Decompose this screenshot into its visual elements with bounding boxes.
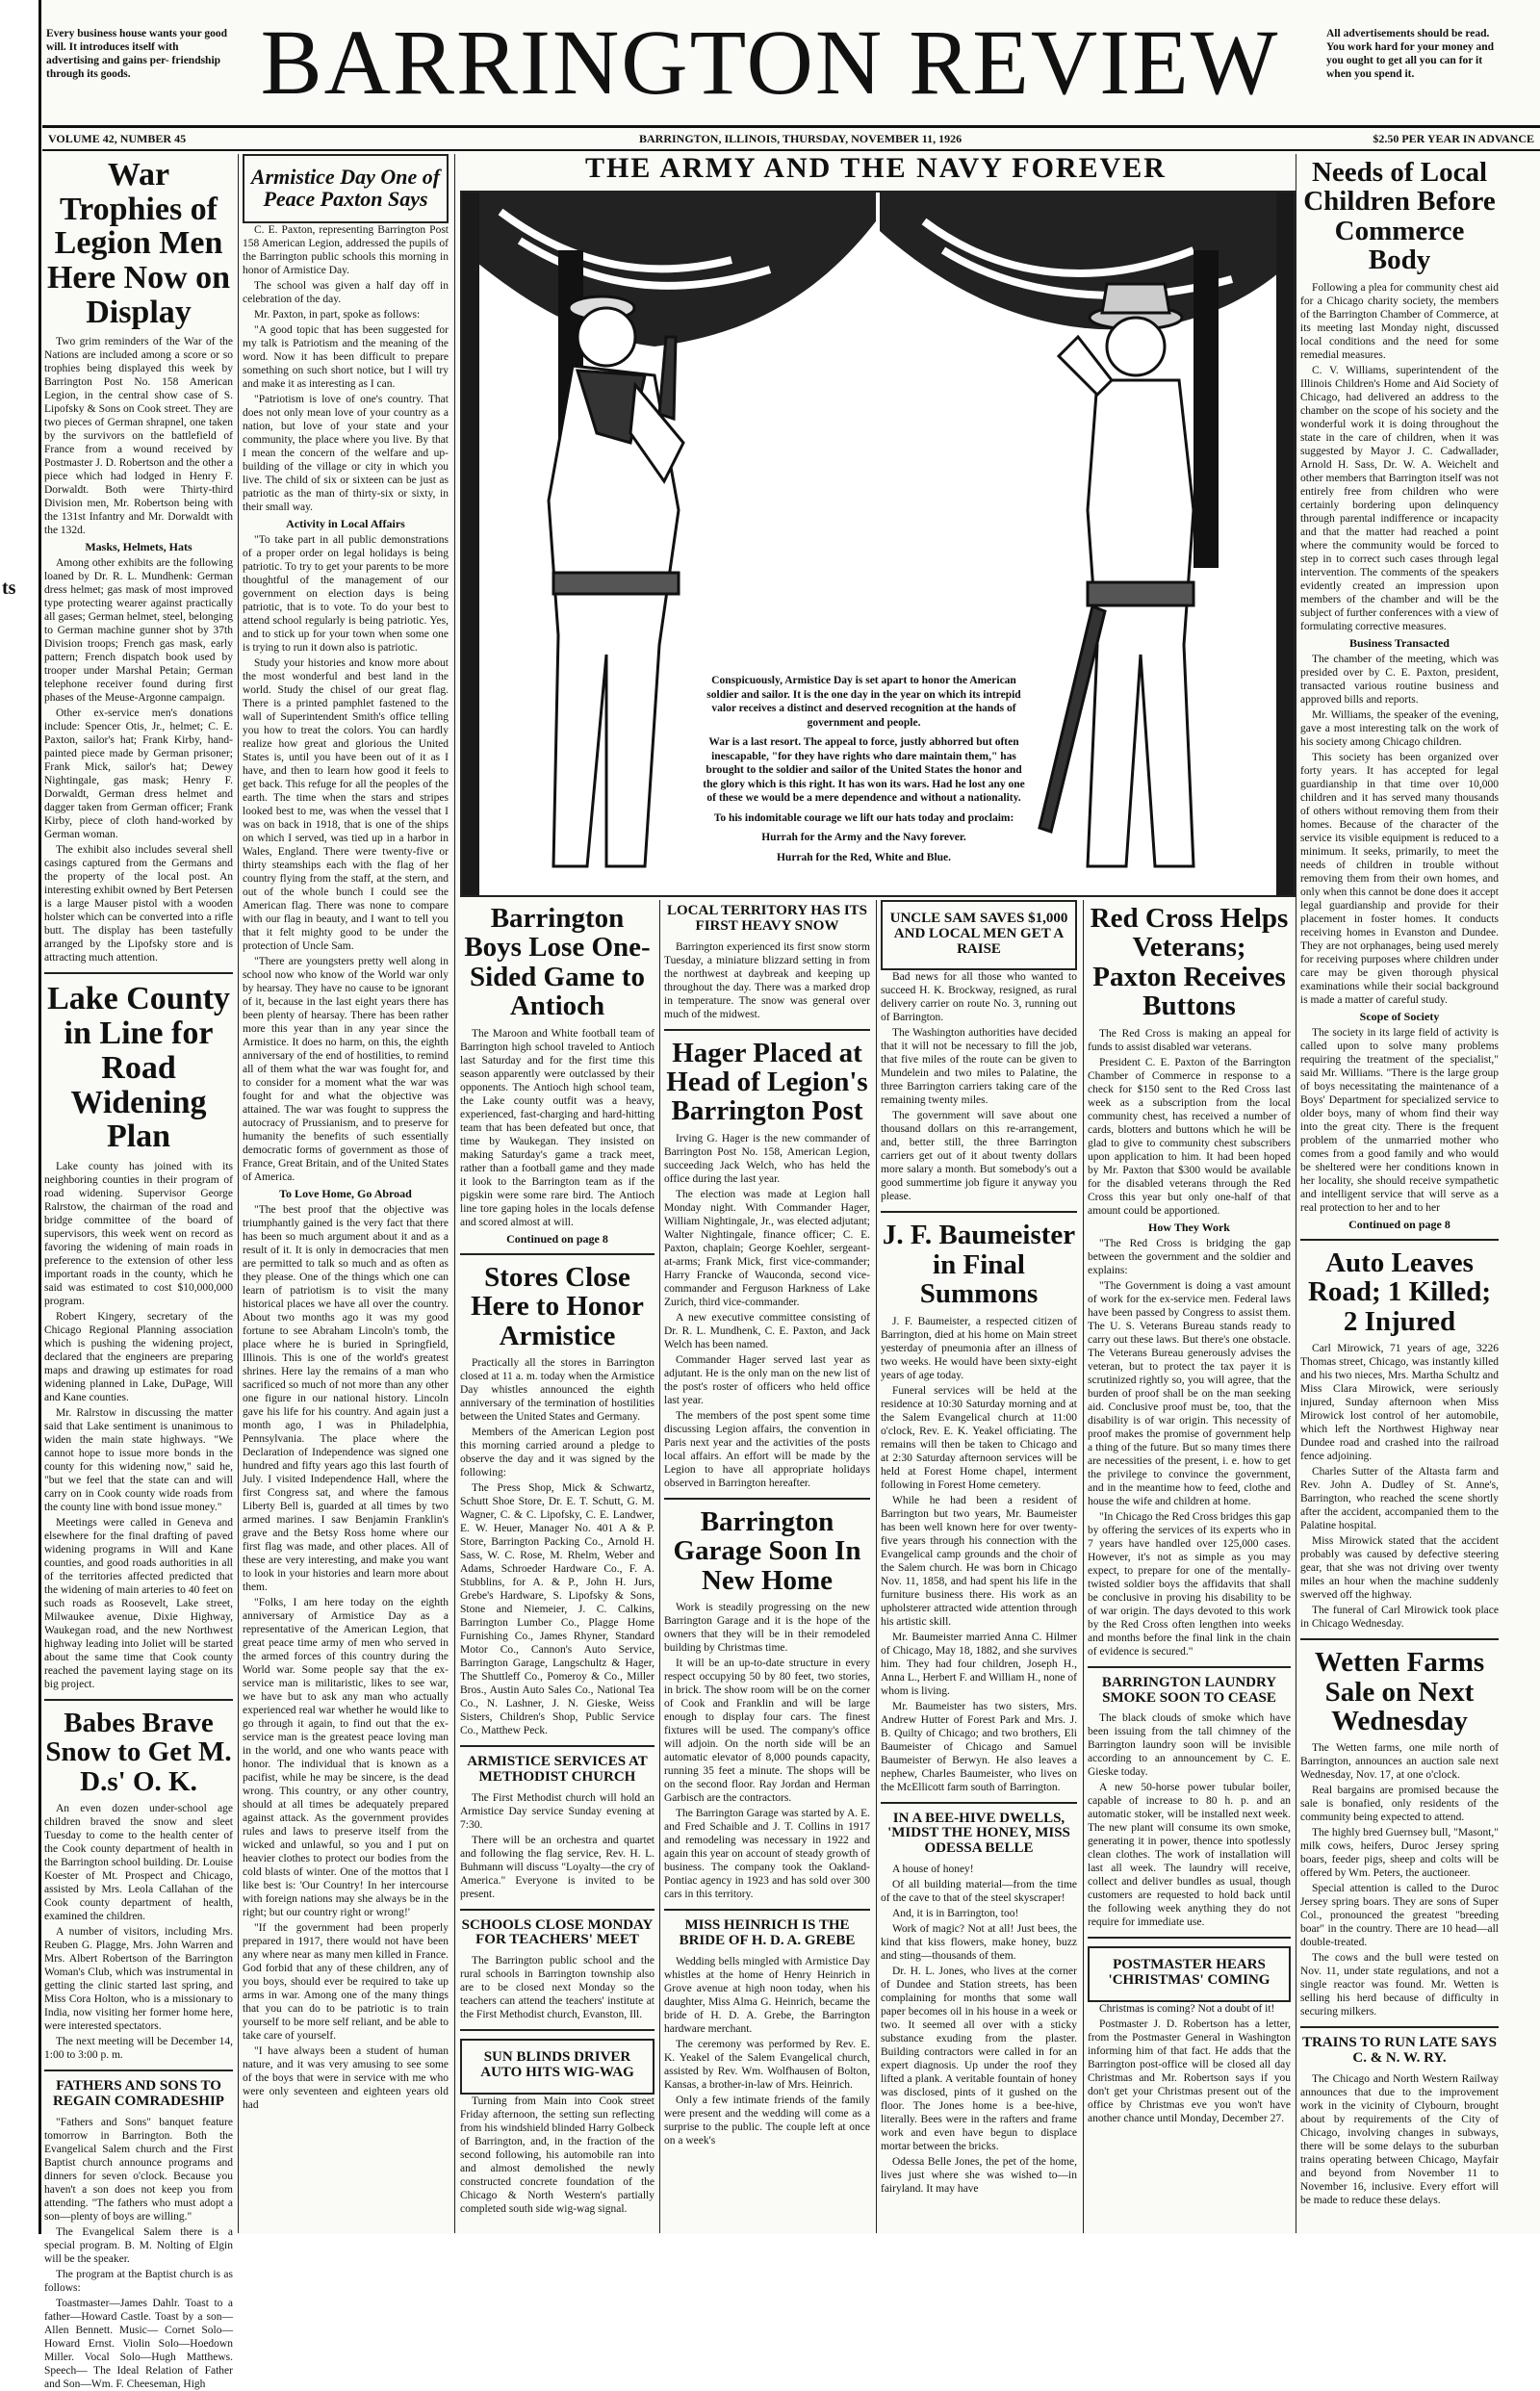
article-paragraph: Of all building material—from the time of the cave to that of the steel skyscraper!: [881, 1878, 1077, 1904]
article-paragraph: Special attention is called to the Duroc Jersey spring boars. They are sons of Super Col., pronounced the greatest "breeding boar" in the country. There are 10 head—all double-treated.: [1300, 1883, 1499, 1949]
column-rule: [1083, 900, 1084, 2233]
article-paragraph: Toastmaster—James Dahlr. Toast to a father—Howard Castle. Toast by a son—Allen Bennett. Music— Cornet Solo—Howard Ernst. Violin Solo—Hoedown Miller. Vocal Solo—Hugh Matthews. Speech— The Ideal Relation of Father and Son—Wm. F. Cheeseman, High: [44, 2297, 233, 2390]
article-paragraph: Following a plea for community chest aid for a Chicago charity society, the members of the Barrington Chamber of Commerce, at its meeting last Monday night, discussed local conditions and the need for some remedial measures.: [1300, 281, 1499, 361]
article-paragraph: The school was given a half day off in celebration of the day.: [243, 280, 449, 306]
caption-paragraph: Hurrah for the Army and the Navy forever.: [761, 832, 966, 843]
headline-baumeister: J. F. Baumeister in Final Summons: [882, 1220, 1076, 1310]
headline-lake-county: Lake County in Line for Road Widening Plan: [47, 981, 230, 1155]
ear-left: Every business house wants your good will. It introduces itself with advertising and gains per- friendship through its goods.: [46, 28, 227, 80]
caption-paragraph: War is a last resort. The appeal to force, justly abhorred but often inescapable, "for they have rights who dare maintain them," has brought to the soldier and sailor of the United States the honor and the glory which is this right. It has won its wars. Had he lost any one of these we would be a mere dependence and without a nationality.: [703, 736, 1025, 804]
article-paragraph: The Press Shop, Mick & Schwartz, Schutt Shoe Store, Dr. E. T. Schutt, G. M. Wagner, C. & C. Lipofsky, C. E. Landwer, E. W. Heuer, Manager No. 401 A & P. Store, Barrington Packing Co., Arnold H. Sass, W. C. Rose, M. Rhelm, Weber and Adams, Schroeder Hardware Co., F. A. Stubblins, for A. & P., John H. Jurs, Grebe's Hardware, S. Lipofsky & Sons, Stone and Niemeier, J. C. Calkins, Barrington Lumber Co., Plagge Home Furnishing Co., James Rhyner, Standard Motor Co., Cannon's Auto Service, Barrington Garage, Langschultz & Hager, The Shuttleff Co., Pomeroy & Co., Miller Bros., Austin Auto Sales Co., National Tea Co., N. Lashner, J. N. Gieske, Weiss Sisters, Children's Shop, Public Service Co., Matthew Peck.: [460, 1482, 654, 1737]
article-paragraph: The ceremony was performed by Rev. E. K. Yeakel of the Salem Evangelical church, assisted by Rev. Wm. Wolfhausen of Bolton, Kansas, a brother-in-law of Mrs. Heinrich.: [664, 2038, 870, 2091]
article-paragraph: Odessa Belle Jones, the pet of the home, lives just where she was wished to—in fairyland. It may have: [881, 2155, 1077, 2195]
article-paragraph: The election was made at Legion hall Monday night. With Commander Hager, William Nightingale, Jr., was elected adjutant; Walter Nightingale, finance officer; C. E. Paxton, chaplain; George Koehler, sergeant-at-arms; Frank Mick, first vice-commander; Harry Francke of Wauconda, second vice-commander and Ferguson Harkness of Lake Zurich, third vice-commander.: [664, 1188, 870, 1308]
article-paragraph: While he had been a resident of Barrington but two years, Mr. Baumeister has been well known here for over twenty-five years through his connection with the Evangelical camp grounds and the choir of the Salem church. He was born in Chicago Nov. 11, 1858, and had spent his life in the furniture business there. His work as an upholsterer attracted wide attention through his artistic skill.: [881, 1494, 1077, 1628]
article-paragraph: The Washington authorities have decided that it will not be necessary to fill the job, that five miles of the route can be given to Mundelein and two miles to Palatine, the three Barrington carriers taking care of the remaining twenty miles.: [881, 1027, 1077, 1107]
article-paragraph: Mr. Williams, the speaker of the evening, gave a most interesting talk on the work of his society among Chicago children.: [1300, 708, 1499, 748]
separator: [664, 1498, 870, 1500]
price: $2.50 PER YEAR IN ADVANCE: [1373, 132, 1534, 145]
separator: [44, 2070, 233, 2071]
article-paragraph: The society in its large field of activity is called upon to solve many problems requiring the treatment of the specialist," said Mr. Williams. "There is the large group of boys necessitating the maintenance of a Boys' Department for specialized service to older boys, many of whom find their way into the great city. There is the frequent problem of the unmarried mother who comes from a good family and who would be sheltered were her conditions known in her locality, she should receive sympathetic and intelligent service that will serve as a real protection to her and to her: [1300, 1026, 1499, 1214]
separator: [44, 972, 233, 974]
subhead: How They Work: [1148, 1220, 1230, 1234]
separator: [1300, 2026, 1499, 2028]
headline-babes-brave-snow: Babes Brave Snow to Get M. D.s' O. K.: [45, 1707, 232, 1797]
continued-note: Continued on page 8: [1348, 1217, 1450, 1231]
article-paragraph: Meetings were called in Geneva and elsewhere for the final drafting of paved widening programs in Will and Kane counties, and good roads authorities in all of the territories affected predicted that the widening of main arteries to 40 feet on such roads as Roosevelt, Lake street, Milwaukee avenue, Dixie Highway, Waukegan road, and the new Northwest highway leading into Joliet will be started about the same time that Cook county reached the pavement laying stage on its big project.: [44, 1516, 233, 1690]
article-paragraph: "Fathers and Sons" banquet feature tomorrow in Barrington. Both the Evangelical Salem church and the First Baptist church announce programs and dinners for seven o'clock. Because you haven't a son does not keep you from attending. "The fathers who must adopt a son—plenty of boys are willing.": [44, 2116, 233, 2223]
article-paragraph: Dr. H. L. Jones, who lives at the corner of Dundee and Station streets, has been complaining for months that some wall paper becomes oil in his house in a week or two. It seemed all over with a sticky substance exuding from the plaster. Building contractors were called in for an expert diagnosis. Up under the roof they lifted a plank. A veritable fountain of honey was disclosed, pints of it gushed on the floor. The Jones home is a bee-hive, literally. Bees were in the rafters and frame work and even have begun to displace mortar between the bricks.: [881, 1965, 1077, 2152]
article-paragraph: "There are youngsters pretty well along in school now who know of the World war only by hearsay. They have no cause to be ignorant of it, because in the last eight years there has been plenty of hearsay. There has been rather more this year than in any year since the Armistice. It does no harm, on this, the eighth anniversary of the end of hostilities, to remind all of them what the war was fought for, and to consider for a moment what the war was fought for and what the objective was attained. The war was fought to suppress the autocracy of Prussianism, and to preserve for humanity the benefits of such essentially democratic forms of government as those of France, Great Britain, and of the United States of America.: [243, 956, 449, 1184]
column-rule: [454, 154, 455, 2233]
column-rule: [659, 900, 660, 2233]
article-paragraph: Among other exhibits are the following loaned by Dr. R. L. Mundhenk: German dress helmet; gas mask of most improved type protecting wearer against practically all gases; German helmet, steel, belonging to German machine gunner shot by 37th Division troops; French gas mask, early pattern; French dispatch book used by trooper under Marshal Petain; German telephone receiver found during first phases of the Meuse-Argonne campaign.: [44, 557, 233, 705]
article-paragraph: The chamber of the meeting, which was presided over by C. E. Paxton, president, transacted various routine business and approved bills and reports.: [1300, 653, 1499, 706]
column-3: [460, 900, 654, 2228]
article-paragraph: "A good topic that has been suggested for my talk is Patriotism and the meaning of the word. Now it has been difficult to prepare something on such short notice, but I will try and make it as interesting as I can.: [243, 324, 449, 391]
article-paragraph: The highly bred Guernsey bull, "Masont," milk cows, heifers, Duroc Jersey spring boars, feeder pigs, sheep and colts will be offered by Wm. Peters, the auctioneer.: [1300, 1827, 1499, 1880]
article-paragraph: "The Red Cross is bridging the gap between the government and the soldier and explains:: [1088, 1237, 1291, 1276]
article-paragraph: Work of magic? Not at all! Just bees, the kind that kiss flowers, make honey, buzz and sting—thousands of them.: [881, 1922, 1077, 1962]
article-paragraph: "Folks, I am here today on the eighth anniversary of Armistice Day as a representative of the American Legion, that great peace time army of men who served in the armed forces of this country during the World war. Some people say that the ex-service man is militaristic, likes to see war, we have but to ask any man who actually experienced real war whether he would like to go through it again, to find out that the ex-service man is the greatest peace loving man in the world, and one who wants peace with honor. The individual that is known as a pacifist, while he may be sincere, is the dead wrong. This country, or any other country, should at all times be adequately prepared against attack. As the government provides rules and laws to preserve itself from the wicked and unlawful, so you and I put on heavier clothes to protect our bodies from the cold blasts of winter. One of the mottos that I like best is: 'Our Country! In her intercourse with foreign nations may she always be in the right; but our country right or wrong!': [243, 1597, 449, 1919]
article-paragraph: Turning from Main into Cook street Friday afternoon, the setting sun reflecting from his windshield blinded Harry Golbeck of Barrington, and, in the fraction of the second following, his automobile ran into and almost demolished the newly constructed concrete foundation of the Chicago & North Western's partially completed south side wig-wag signal.: [460, 2095, 654, 2215]
article-paragraph: The exhibit also includes several shell casings captured from the Germans and the property of the local post. An interesting exhibit owned by Bert Petersen is a large Mauser pistol with a wooden holster which can be converted into a rifle butt. The display has been tastefully arranged by the Lipofsky store and is attracting much attention.: [44, 844, 233, 964]
article-paragraph: Carl Mirowick, 71 years of age, 3226 Thomas street, Chicago, was instantly killed and his two nieces, Mrs. Martha Schultz and Miss Clara Mirowick, were seriously injured, Sunday afternoon when Miss Mirowick lost control of her automobile, which left the Northwest Highway near Dundee road and crashed into the railroad fence adjoining.: [1300, 1343, 1499, 1463]
article-paragraph: C. V. Williams, superintendent of the Illinois Children's Home and Aid Society of Chicago, had delivered an address to the chamber on the scope of his society and the wonderful work it is doing throughout the state in the care of children, when it was suggested by Mayor J. C. Cadwallader, Arnold H. Sass, Dr. W. A. Weichelt and other members that Barrington itself was not entirely free from children who were certainly bordering upon delinquency through parental indifference or incapacity and that the matter had reached a point where the community would be forced to step in to correct such cases through legal intervention. The comments of the speakers evidently created an impression upon members of the chamber and will be the subject of further conferences with a view of formulating corrective measures.: [1300, 364, 1499, 632]
article-paragraph: A new 50-horse power tubular boiler, capable of increase to 80 h. p. and an automatic stoker, will be installed next week. The new plant will consume its own smoke, generating it in power, thence into spotlessly clean clothes. The work of installation will last all week. The laundry will receive, collect and deliver bundles as usual, though customers are requested to hold back until the following week anything they do not require for immediate use.: [1088, 1782, 1291, 1929]
separator: [1300, 1638, 1499, 1640]
separator: [881, 1802, 1077, 1804]
subhead: Business Transacted: [1349, 635, 1450, 650]
article-paragraph: Barrington experienced its first snow storm Tuesday, a miniature blizzard setting in from the northwest at daybreak and keeping up throughout the day. There was a marked drop in temperature. The snow was general over much of the midwest.: [664, 940, 870, 1020]
masthead-title: BARRINGTON REVIEW: [260, 11, 1280, 114]
article-paragraph: An even dozen under-school age children braved the snow and sleet Tuesday to come to the health center of the Cook county department of health in the Barrington school building. Dr. Louise Koester of Mt. Prospect and Chicago, assisted by Mrs. Leola Callahan of the Cook county department of health, examined the children.: [44, 1803, 233, 1923]
headline-armistice-services: ARMISTICE SERVICES AT METHODIST CHURCH: [467, 1754, 648, 1785]
article-paragraph: A new executive committee consisting of Dr. R. L. Mundhenk, C. E. Paxton, and Jack Welch has been named.: [664, 1311, 870, 1350]
dateline-bar: [42, 125, 1540, 151]
headline-schools-close: SCHOOLS CLOSE MONDAY FOR TEACHERS' MEET: [461, 1916, 654, 1948]
headline-stores-close: Stores Close Here to Honor Armistice: [471, 1261, 644, 1351]
article-paragraph: Robert Kingery, secretary of the Chicago Regional Planning association which is pushing the widening project, declared that the engineers are preparing maps and drawing up estimates for road widening planned in Lake, DuPage, Will and Kane counties.: [44, 1310, 233, 1403]
article-paragraph: The members of the post spent some time discussing Legion affairs, the convention in Paris next year and the activities of the posts local affairs. An effort will be made by the Legion to have all appropriate holidays observed in Barrington hereafter.: [664, 1409, 870, 1489]
headline-barrington-boys: Barrington Boys Lose One-Sided Game to Antioch: [464, 903, 651, 1022]
column-5: [881, 900, 1077, 2228]
column-4: [664, 900, 870, 2228]
article-paragraph: Postmaster J. D. Robertson has a letter, from the Postmaster General in Washington informing him of that fact. He adds that the Barrington post-office will be closed all day Christmas and Mr. Robertson says if you don't get your Christmas present out of the office by Christmas eve you won't have another chance until Monday, December 27.: [1088, 2018, 1291, 2124]
headline-box: [1088, 1946, 1291, 2002]
headline-laundry-smoke: BARRINGTON LAUNDRY SMOKE SOON TO CEASE: [1101, 1674, 1277, 1706]
article-paragraph: "To take part in all public demonstrations of a proper order on legal holidays is being patriotic. To try to get your parents to be more thoughtful of the management of our government on election days is being patriotic, that is to vote. To do your best to attend school regularly is being patriotic. Yes, and to stick up for your town when some one is trying to run it down also is patriotic.: [243, 534, 449, 655]
article-paragraph: Charles Sutter of the Altasta farm and Rev. John A. Dudley of St. Anne's, Barrington, who reached the scene shortly after the accident, accompanied them to the Palatine hospital.: [1300, 1466, 1499, 1532]
illustration-caption: [698, 674, 1030, 870]
article-paragraph: Commander Hager served last year as adjutant. He is the only man on the new list of the post's roster of officers who held office last year.: [664, 1353, 870, 1406]
caption-paragraph: To his indomitable courage we lift our hats today and proclaim:: [713, 811, 1014, 824]
caption-paragraph: Conspicuously, Armistice Day is set apart to honor the American soldier and sailor. It is the one day in the year on which its intrepid valor receives a distinct and deserved recognition at the hands of government and people.: [706, 675, 1021, 729]
headline-fathers-and-sons: FATHERS AND SONS TO REGAIN COMRADESHIP: [53, 2078, 224, 2109]
separator: [460, 2029, 654, 2031]
article-paragraph: The Red Cross is making an appeal for funds to assist disabled war veterans.: [1088, 1027, 1291, 1053]
article-paragraph: The Maroon and White football team of Barrington high school traveled to Antioch last Saturday and for the first time this season apparently were outclassed by their opponents. The Antioch high school team, the Lake county outfit was a heavy, experienced, fast-charging and hard-hitting team that has been defeated but once, that time by Waukegan. They insisted on making Saturday's game a track meet, rather than a football game and they made it look to the Barrington team as if the pigskin were some rare bird. The Antioch line tore gaping holes in the locals defense and scored almost at will.: [460, 1027, 654, 1228]
headline-bee-hive: IN A BEE-HIVE DWELLS, 'MIDST THE HONEY, MISS ODESSA BELLE: [887, 1810, 1070, 1857]
headline-auto-leaves-road: Auto Leaves Road; 1 Killed; 2 Injured: [1307, 1247, 1492, 1337]
headline-armistice-day: Armistice Day One of Peace Paxton Says: [250, 165, 441, 212]
article-paragraph: The program at the Baptist church is as follows:: [44, 2268, 233, 2294]
column-1: [44, 154, 233, 2390]
article-paragraph: Only a few intimate friends of the family were present and the wedding will come as a surprise to the public. The couple left at once on a week's: [664, 2094, 870, 2147]
article-paragraph: Mr. Baumeister married Anna C. Hilmer of Chicago, May 18, 1882, and she survives him. They had four children, Joseph H., Anna L., Herbert F. and William H., none of whom is living.: [881, 1631, 1077, 1697]
article-paragraph: Wedding bells mingled with Armistice Day whistles at the home of Henry Heinrich in Grove avenue at high noon today, when his daughter, Miss Alma G. Heinrich, became the bride of H. D. A. Grebe, the Barrington hardware merchant.: [664, 1955, 870, 2035]
separator: [1088, 1937, 1291, 1939]
column-2: [243, 154, 449, 2233]
article-paragraph: "In Chicago the Red Cross bridges this gap by offering the services of its experts who in 7 years have handled over 125,000 cases. However, it's not as simple as you may expect, to prepare for one of the mentally-twisted soldier boys the affidavits that shall be conclusive in proving his disability to be of war origin. The days devoted to this work by the Red Cross often lengthen into weeks and months before the final link in the chain of evidence is secured.": [1088, 1510, 1291, 1658]
column-rule: [876, 900, 877, 2233]
separator: [1088, 1666, 1291, 1668]
article-paragraph: The Barrington public school and the rural schools in Barrington township also are to be closed next Monday so the teachers can attend the teachers' institute at the First Methodist church, Evanston, Ill.: [460, 1955, 654, 2021]
article-paragraph: Bad news for all those who wanted to succeed H. K. Brockway, resigned, as rural delivery carrier on route No. 3, running out of Barrington.: [881, 971, 1077, 1024]
edge-mark: ts: [2, 578, 16, 599]
article-paragraph: The First Methodist church will hold an Armistice Day service Sunday evening at 7:30.: [460, 1791, 654, 1831]
article-paragraph: "I have always been a student of human nature, and it was very amusing to see some of the boys that were in service with me who were only seventeen and eighteen years old had: [243, 2045, 449, 2112]
article-paragraph: Other ex-service men's donations include: Spencer Otis, Jr., helmet; C. E. Paxton, sailor's hat; Frank Kirby, hand-painted piece made by German prisoner; Frank Mick, sailor's hat; Dewey Nightingale, gas mask; Henry F. Dorwaldt, German dress helmet and dagger taken from German officer; Frank Kirby, piece of cloth hand-worked by German woman.: [44, 707, 233, 841]
article-paragraph: Miss Mirowick stated that the accident probably was caused by defective steering gear, that she was not driving over twenty miles an hour when the machine suddenly swerved off the highway.: [1300, 1535, 1499, 1602]
banner-headline: THE ARMY AND THE NAVY FOREVER: [585, 152, 1167, 184]
article-paragraph: President C. E. Paxton of the Barrington Chamber of Commerce in response to a check for $150 sent to the Red Cross last week as a subscription from the local community chest, has received a number of cards, blotters and buttons which he will be glad to give to community chest subscribers upon application to him. It had been hoped by Mr. Paxton that $300 would be available for the disabled veterans through the Red Cross this year but only one-half of that amount could be apportioned.: [1088, 1056, 1291, 1217]
article-paragraph: "The best proof that the objective was triumphantly gained is the very fact that there has been so much argument about it and as a result of it. It is only in democracies that men are permitted to talk so much and as often as they please. One of the things which one can learn of patriotism is to visit the many historical places we have all over the country. About two months ago it was my good fortune to see Abraham Lincoln's tomb, the place where he is buried in Springfield, Illinois. This is one of the world's greatest shrines. Here lay the remains of a man who sacrificed so much of not more than any other one figure in our national history. Lincoln gave his life for his country. And again just a month ago, I was in Philadelphia, Pennsylvania. The place where the Declaration of Independence was signed one hundred and fifty years ago this last fourth of July. I visited Independence Hall, where the first Congress sat, and where the famous Liberty Bell is, guarded at all times by two armed marines. I saw Benjamin Franklin's grave and the Betsy Ross home where our first flag was made, and other places. All of these are very interesting, and make you want to look in your histories and learn more about them.: [243, 1204, 449, 1594]
article-paragraph: "The Government is doing a vast amount of work for the ex-service men. Federal laws have been passed by Congress to assist them. The U. S. Veterans Bureau stands ready to carry out these laws. But there's one obstacle. The Veterans Bureau generously advises the veteran, but to protect the tax payer it is scrutinized rightly so, you will agree, that the burden of proof shall be on the man seeking aid. Conclusive proof must be, too, that the disability is of war origin. This necessity of proof makes the promise of government help a thing of the future. But so many times there are necessities of the present, i. e. how to get the privilege to convince the government, and in the meantime how to feed, clothe and house the wife and children at home.: [1088, 1279, 1291, 1507]
headline-hager-placed: Hager Placed at Head of Legion's Barrington Post: [666, 1037, 868, 1127]
article-paragraph: The government will save about one thousand dollars on this re-arrangement, and, better still, the three Barrington carriers get out of it about twenty dollars more salary a month. But somebody's out a good summertime job figure it anyway you please.: [881, 1110, 1077, 1203]
caption-paragraph: Hurrah for the Red, White and Blue.: [776, 851, 952, 863]
headline-needs-of-children: Needs of Local Children Before Commerce Body: [1303, 157, 1496, 276]
headline-wetten-farms: Wetten Farms Sale on Next Wednesday: [1314, 1647, 1485, 1736]
separator: [1300, 1239, 1499, 1241]
article-paragraph: The funeral of Carl Mirowick took place in Chicago Wednesday.: [1300, 1605, 1499, 1631]
article-paragraph: This society has been organized over forty years. It has accepted for legal guardianship in that time over 10,000 children and it has served many thousands of others without removing them from their homes. Because of the character of the service its visible equipment is reduced to a minimum. It seeks, primarily, to meet the needs of children in trouble without removing them from their own homes, and only when this cannot be done does it accept legal guardianship and provide for their placement in foster homes. It conducts receiving homes in Evanston and Dundee. They are not orphanages, being used merely for receiving purposes where children under care may be given thorough physical examinations while their social background is made a matter of careful study.: [1300, 751, 1499, 1006]
separator: [460, 1253, 654, 1255]
separator: [460, 1745, 654, 1747]
headline-box: [243, 154, 449, 223]
subhead: Masks, Helmets, Hats: [85, 540, 192, 554]
headline-box: [881, 900, 1077, 970]
article-paragraph: Funeral services will be held at the residence at 10:30 Saturday morning and at the Salem Evangelical church at 11:00 o'clock, Rev. E. K. Yeakel officiating. The remains will then be taken to Chicago and at 2:30 Saturday afternoon services will be held at Forest Home chapel, interment following in Forest Home cemetery.: [881, 1384, 1077, 1491]
column-7: [1300, 154, 1499, 2233]
article-paragraph: Lake county has joined with its neighboring counties in their program of road widening. Supervisor George Ralrstow, the chairman of the road and bridge committee of the board of supervisors, this week went on record as favoring the widening of main roads in preference to the extension of other less important roads in the county, which he said was estimated to cost $10,000,000 program.: [44, 1160, 233, 1307]
article-paragraph: The Evangelical Salem there is a special program. B. M. Nolting of Elgin will be the speaker.: [44, 2225, 233, 2265]
article-paragraph: It will be an up-to-date structure in every respect occupying 50 by 80 feet, two stories, in brick. The show room will be on the corner of Cook and Franklin and will be large enough to display four cars. The finest fixtures will be used. The company's office will adjoin. On the north side will be an automatic elevator of 8,000 pounds capacity, running 35 feet a minute. The shops will be on the second floor. Ray Jordan and Herman Garbisch are the contractors.: [664, 1658, 870, 1805]
article-paragraph: Real bargains are promised because the sale is bonafied, only residents of the community being expected to attend.: [1300, 1785, 1499, 1824]
dateline: BARRINGTON, ILLINOIS, THURSDAY, NOVEMBER 11, 1926: [639, 132, 962, 145]
subhead: Scope of Society: [1359, 1009, 1440, 1023]
article-paragraph: Mr. Paxton, in part, spoke as follows:: [254, 309, 421, 321]
headline-trains-run-late: TRAINS TO RUN LATE SAYS C. & N. W. RY.: [1301, 2035, 1498, 2067]
headline-war-trophies: War Trophies of Legion Men Here Now on Display: [46, 157, 231, 330]
article-paragraph: There will be an orchestra and quartet and following the flag service, Rev. H. L. Buhmann will discuss "Loyalty—the cry of America." Everyone is invited to be present.: [460, 1834, 654, 1900]
article-paragraph: Christmas is coming? Not a doubt of it!: [1099, 2002, 1275, 2015]
column-6: [1088, 900, 1291, 2228]
article-paragraph: Two grim reminders of the War of the Nations are included among a score or so trophies being displayed this week by Barrington Post No. 158 American Legion, in the central show case of S. Lipofsky & Sons on Cook street. They are two pieces of German shrapnel, one taken by the survivors on the battlefield of France from a wound received by Postmaster J. D. Robertson and the other a piece which had lodged in Henry F. Dorwaldt. Both were Thirty-third Division men, Mr. Robertson being with the 131st Infantry and Mr. Dorwaldt with the 132d.: [44, 336, 233, 537]
separator: [881, 1211, 1077, 1213]
headline-red-cross: Red Cross Helps Veterans; Paxton Receives Buttons: [1090, 903, 1289, 1022]
article-paragraph: Study your histories and know more about the most wonderful and best land in the world. Study the chisel of our great flag. There is a printed pamphlet fastened to the wall of Superintendent Smith's office telling you how to treat the colors. You can hardly realize how great and glorious the United States is, until you have been out of it as I have, and then to learn how good it feels to get back. This refuge for all the peoples of the earth. The time when the stars and stripes looked best to me, was when the vessel that I was on back in 1918, that is one of the ships on which I served, was tied up in a harbor in Wales, England. There were twenty-five or thirty steamships each with the flag of her country flying from the staff, at the stern, and out of the whole bunch I could see the American flag. There was none to compare with our flag in beauty, and I want to tell you that it felt mighty good to be under the protection of Uncle Sam.: [243, 657, 449, 953]
separator: [44, 1699, 233, 1701]
article-paragraph: C. E. Paxton, representing Barrington Post 158 American Legion, addressed the pupils of the Barrington public schools this morning in honor of Armistice Day.: [243, 224, 449, 277]
article-paragraph: Work is steadily progressing on the new Barrington Garage and it is the hope of the owners that they will be in their remodeled building by Christmas time.: [664, 1602, 870, 1655]
article-paragraph: The cows and the bull were tested on Nov. 11, under state regulations, and not a single reactor was found. Mr. Wetten is selling his herd because of difficulty in securing milkers.: [1300, 1952, 1499, 2018]
headline-first-heavy-snow: LOCAL TERRITORY HAS ITS FIRST HEAVY SNOW: [666, 903, 867, 934]
headline-postmaster: POSTMASTER HEARS 'CHRISTMAS' COMING: [1108, 1957, 1270, 1988]
headline-miss-heinrich: MISS HEINRICH IS THE BRIDE OF H. D. A. GREBE: [679, 1917, 856, 1948]
article-paragraph: A house of honey!: [892, 1863, 974, 1875]
separator: [460, 1909, 654, 1911]
article-paragraph: J. F. Baumeister, a respected citizen of Barrington, died at his home on Main street yesterday of pneumonia after an illness of two weeks. He would have been sixty-eight years of age today.: [881, 1315, 1077, 1381]
subhead: Activity in Local Affairs: [286, 517, 405, 531]
article-paragraph: "If the government had been properly prepared in 1917, there would not have been any where near as many men killed in France. God forbid that any of these children, any of you boys, should ever be required to take up arms in war. Among one of the many things that you can do to be patriotic is to train yourself to be more self reliant, and be able to take care of yourself.: [243, 1922, 449, 2043]
headline-sun-blinds-driver: SUN BLINDS DRIVER AUTO HITS WIG-WAG: [480, 2049, 634, 2080]
headline-box: [460, 2039, 654, 2095]
article-paragraph: Practically all the stores in Barrington closed at 11 a. m. today when the Armistice Day whistles announced the eighth anniversary of the termination of hostilities between the United States and Germany.: [460, 1357, 654, 1424]
ear-right: All advertisements should be read. You work hard for your money and you ought to get all you can for it when you spend it.: [1326, 28, 1495, 80]
volume-number: VOLUME 42, NUMBER 45: [48, 132, 187, 145]
article-paragraph: The Wetten farms, one mile north of Barrington, announces an auction sale next Wednesday, Nov. 17, at one o'clock.: [1300, 1742, 1499, 1782]
article-paragraph: "Patriotism is love of one's country. That does not only mean love of your country as a nation, but love of your state and your community, the place where you live. By that I mean the concern of the welfare and up-building of the village or city in which you live. The child of six or sixteen can be just as patriotic as the man of thirty-six or sixty, in their small way.: [243, 394, 449, 514]
article-paragraph: Irving G. Hager is the new commander of Barrington Post No. 158, American Legion, succeeding Jack Welch, who has held the office during the last year.: [664, 1132, 870, 1185]
article-paragraph: The next meeting will be December 14, 1:00 to 3:00 p. m.: [44, 2036, 233, 2062]
subhead: To Love Home, Go Abroad: [279, 1187, 412, 1201]
article-paragraph: Mr. Ralrstow in discussing the matter said that Lake sentiment is unanimous to widen the main state highways. "We cannot hope to issue more bonds in the county for this widening now," said he, "but we feel that the state can and will carry on in Cook county wide roads from the county line with bond issue money.": [44, 1406, 233, 1513]
separator: [664, 1909, 870, 1911]
column-rule: [238, 154, 239, 2233]
article-paragraph: And, it is in Barrington, too!: [892, 1907, 1019, 1919]
continued-note: Continued on page 8: [506, 1231, 608, 1246]
article-paragraph: The black clouds of smoke which have been issuing from the tall chimney of the Barrington laundry soon will be invisible according to an announcement by C. E. Gieske today.: [1088, 1712, 1291, 1779]
headline-uncle-sam-saves: UNCLE SAM SAVES $1,000 AND LOCAL MEN GET A RAISE: [889, 911, 1068, 957]
article-paragraph: Members of the American Legion post this morning carried around a pledge to observe the day and it was signed by the following:: [460, 1427, 654, 1479]
article-paragraph: The Chicago and North Western Railway announces that due to the improvement work in the vicinity of Clybourn, brought about by requirements of the City of Chicago, involving changes in subways, there will be some delays to the suburban trains operating between Chicago, Mayfair and beyond from November 11 to November 16, inclusive. Every effort will be made to reduce these delays.: [1300, 2072, 1499, 2206]
article-paragraph: A number of visitors, including Mrs. Reuben G. Plagge, Mrs. John Warren and Mrs. Albert Robertson of the Barrington Woman's Club, which was instrumental in getting the clinic started last spring, and Miss Cora Holton, who is a missionary to India, now visiting her former home here, were interested spectators.: [44, 1926, 233, 2033]
page-edge: [0, 0, 41, 2234]
article-paragraph: Mr. Baumeister has two sisters, Mrs. Andrew Hutter of Forest Park and Mrs. J. B. Quilty of Chicago; and two brothers, Eli Baumeister of Chicago and Samuel Baumeister of Berwyn. He also leaves a nephew, Charles Baumeister, who lives on the McEllicott farm south of Barrington.: [881, 1700, 1077, 1793]
article-paragraph: The Barrington Garage was started by A. E. and Fred Schaible and J. T. Collins in 1917 and remodeling was necessary in 1922 and again this year on account of steady growth of business. The company took the Oakland-Pontiac agency in 1923 and has sold over 300 cars in this territory.: [664, 1808, 870, 1901]
separator: [664, 1029, 870, 1031]
headline-barrington-garage: Barrington Garage Soon In New Home: [673, 1505, 861, 1596]
